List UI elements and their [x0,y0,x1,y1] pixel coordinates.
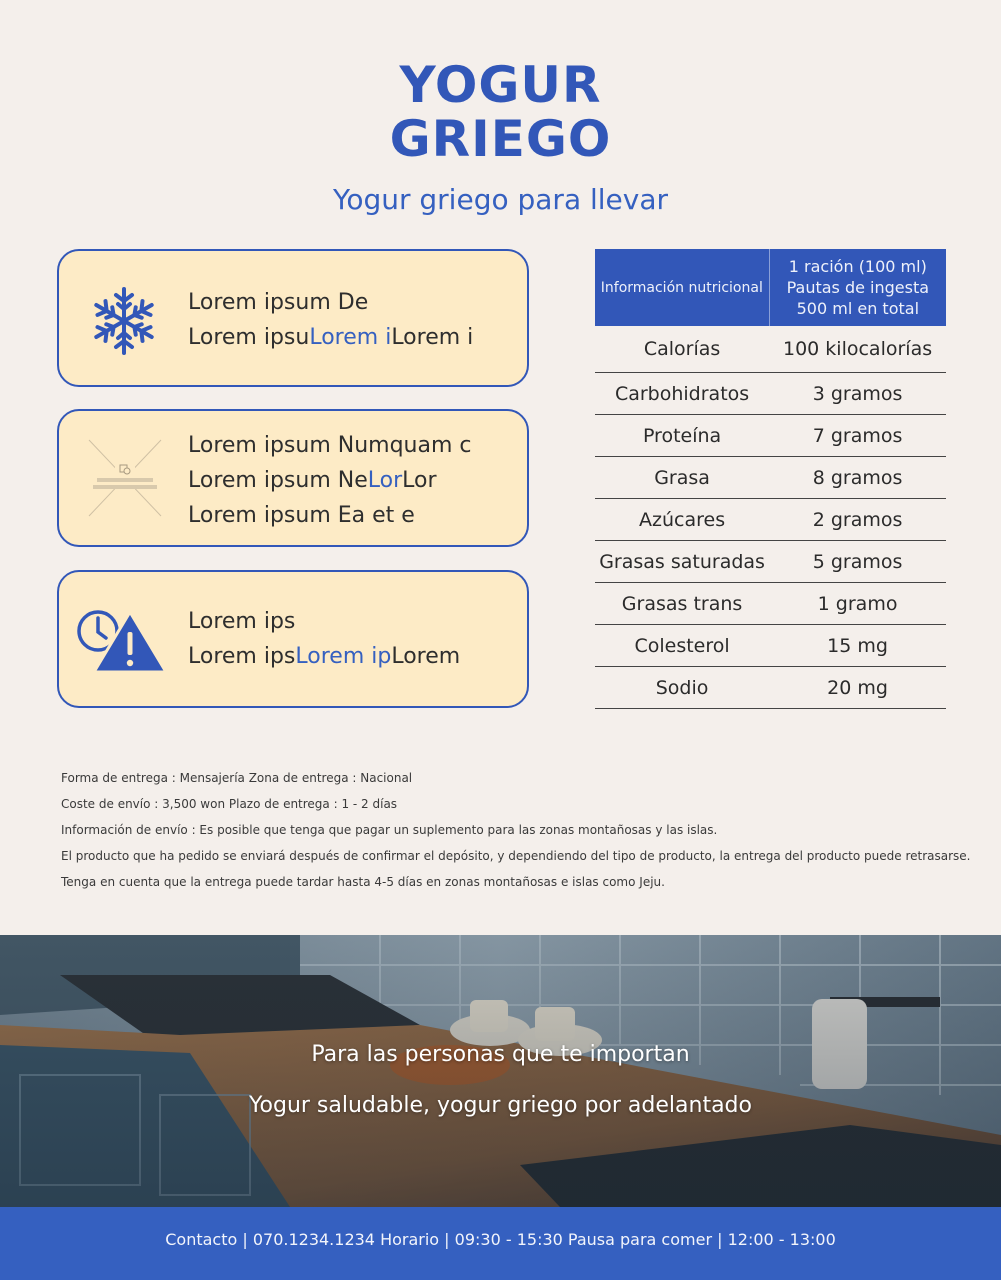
nutrient-name: Proteína [595,415,769,457]
title-line-2: GRIEGO [389,110,612,168]
table-row [595,326,946,373]
card-line: Lorem ipsLorem ipLorem [188,644,461,669]
intake-guideline: Pautas de ingesta [786,278,930,297]
nutrient-value: 5 gramos [769,541,946,583]
nutrient-name: Grasas trans [595,583,769,625]
nutrient-name: Sodio [595,667,769,709]
feature-card-timing [57,570,529,708]
nutrition-header-row [595,249,946,326]
card-text [188,285,473,355]
card-text [188,604,460,674]
nutrient-name: Calorías [595,326,769,373]
nutrient-value: 2 gramos [769,499,946,541]
shipping-note: El producto que ha pedido se enviará después de confirmar el depósito, y dependiendo del tipo de producto, la entrega del producto puede retrasarse. [61,849,971,863]
table-row [595,373,946,415]
shipping-note: Tenga en cuenta que la entrega puede tardar hasta 4-5 días en zonas montañosas e islas como Jeju. [61,875,665,889]
shipping-notes [61,765,970,895]
shipping-note: Forma de entrega : Mensajería Zona de entrega : Nacional [61,771,413,785]
contact-footer: Contacto | 070.1234.1234 Horario | 09:30 - 15:30 Pausa para comer | 12:00 - 13:00 [0,1207,1001,1280]
feature-card-info [57,409,529,547]
nutrient-value: 3 gramos [769,373,946,415]
card-line: Lorem ipsum Numquam c [188,433,472,458]
kitchen-photo-banner [0,935,1001,1207]
snowflake-icon [87,284,161,362]
shipping-note: Información de envío : Es posible que tenga que pagar un suplemento para las zonas montañosas y las islas. [61,823,718,837]
nutrition-table [595,249,946,709]
clock-warning-icon [76,604,168,680]
card-line: Lorem ipsum NeLorLor [188,468,437,493]
nutrient-value: 20 mg [769,667,946,709]
card-line: Lorem ipsuLorem iLorem i [188,325,474,350]
card-line: Lorem ipsum Ea et e [188,503,415,528]
table-row [595,499,946,541]
nutrient-value: 100 kilocalorías [769,326,946,373]
banner-line-1: Para las personas que te importan [311,1042,690,1067]
table-row [595,541,946,583]
nutrient-name: Grasa [595,457,769,499]
card-text [188,428,472,533]
shipping-note: Coste de envío : 3,500 won Plazo de entrega : 1 - 2 días [61,797,398,811]
nutrient-value: 7 gramos [769,415,946,457]
kitchen-photo [0,935,1001,1207]
table-row [595,625,946,667]
table-row [595,415,946,457]
nutrient-value: 15 mg [769,625,946,667]
title-line-1: YOGUR [399,56,602,114]
nutrition-header-left: Información nutricional [595,249,769,326]
page-title [0,58,1001,166]
nutrient-name: Azúcares [595,499,769,541]
serving-size: 1 ración (100 ml) [788,257,927,276]
image-placeholder-icon [87,438,163,522]
nutrient-name: Carbohidratos [595,373,769,415]
nutrient-value: 8 gramos [769,457,946,499]
table-row [595,583,946,625]
page-subtitle: Yogur griego para llevar [332,183,669,216]
feature-card-storage [57,249,529,387]
card-line: Lorem ips [188,609,296,634]
total-volume: 500 ml en total [796,299,920,318]
table-row [595,457,946,499]
nutrient-name: Colesterol [595,625,769,667]
nutrition-header-right [769,249,946,326]
card-line: Lorem ipsum De [188,290,369,315]
banner-line-2: Yogur saludable, yogur griego por adelantado [249,1093,752,1118]
table-row [595,667,946,709]
nutrient-value: 1 gramo [769,583,946,625]
nutrient-name: Grasas saturadas [595,541,769,583]
